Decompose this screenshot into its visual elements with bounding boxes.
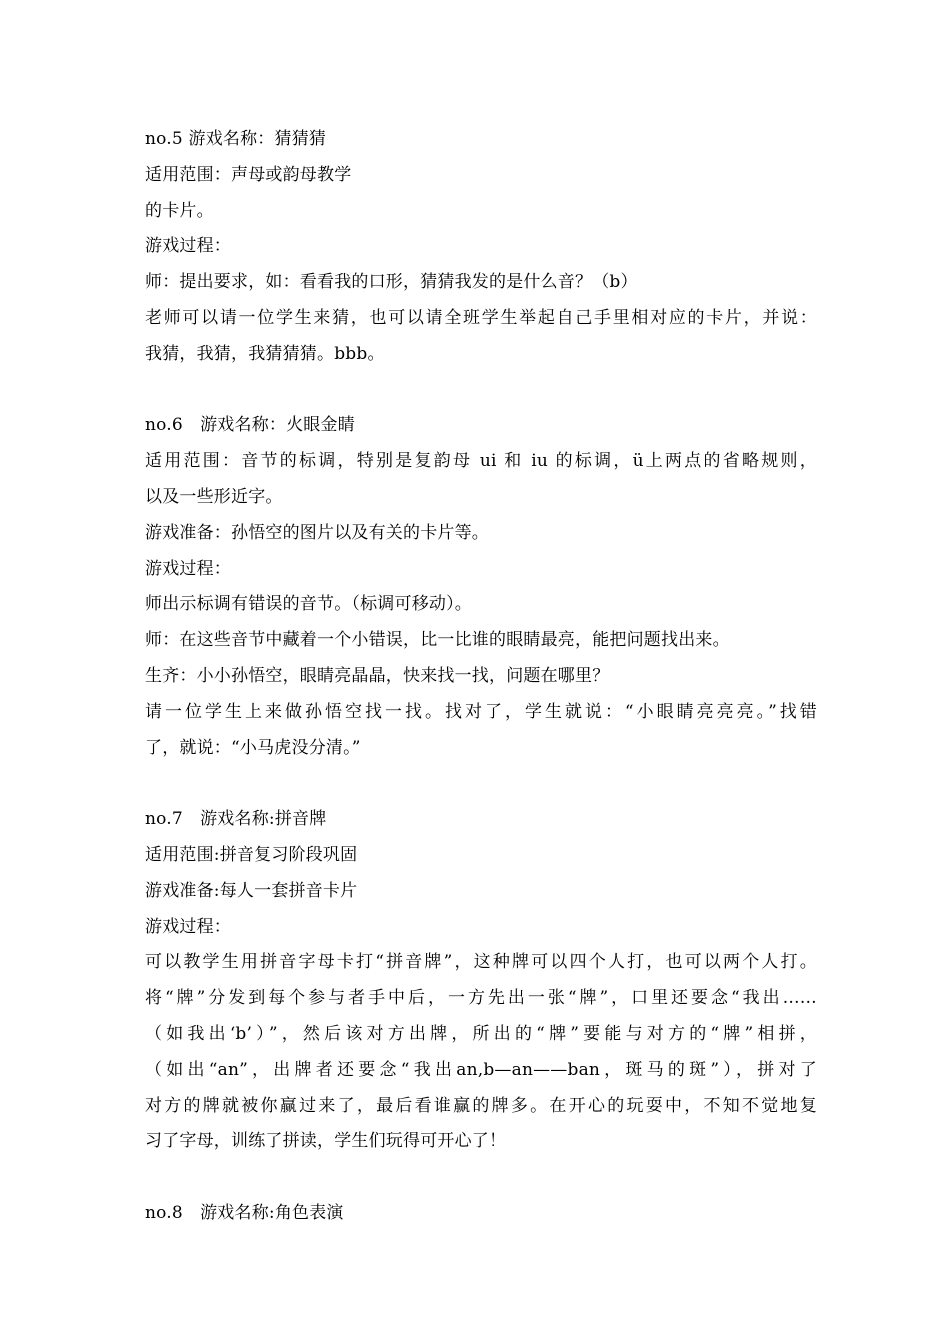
game-6-title: no.6 游戏名称：火眼金睛 xyxy=(145,415,355,436)
game-7-process-line: （如我出‘b’）”，然后该对方出牌，所出的“牌”要能与对方的“牌”相拼， xyxy=(145,1023,817,1044)
game-section-5 xyxy=(145,122,817,373)
game-7-process-line: 将“牌”分发到每个参与者手中后，一方先出一张“牌”，口里还要念“我出…… xyxy=(145,988,817,1009)
game-7-process-heading: 游戏过程： xyxy=(145,916,231,937)
game-7-process-line: 可以教学生用拼音字母卡打“拼音牌”，这种牌可以四个人打，也可以两个人打。 xyxy=(145,952,817,973)
game-5-title: no.5 游戏名称：猜猜猜 xyxy=(145,129,327,149)
game-section-7 xyxy=(145,802,817,1160)
game-7-scope: 适用范围:拼音复习阶段巩固 xyxy=(145,844,358,865)
game-6-process-heading: 游戏过程： xyxy=(145,558,231,579)
game-7-process-line: 习了字母，训练了拼读，学生们玩得可开心了！ xyxy=(145,1131,507,1152)
game-6-process-line: 师：在这些音节中藏着一个小错误，比一比谁的眼睛最亮，能把问题找出来。 xyxy=(145,630,730,651)
game-7-process-line: 对方的牌就被你赢过来了，最后看谁赢的牌多。在开心的玩耍中，不知不觉地复 xyxy=(145,1095,817,1116)
game-5-process-line: 我猜，我猜，我猜猜猜。bbb。 xyxy=(145,343,385,364)
game-6-preparation: 游戏准备：孙悟空的图片以及有关的卡片等。 xyxy=(145,522,489,543)
game-8-title: no.8 游戏名称:角色表演 xyxy=(145,1202,344,1223)
section-gap xyxy=(145,1160,817,1196)
game-5-process-heading: 游戏过程： xyxy=(145,236,231,257)
game-5-process-line: 老师可以请一位学生来猜，也可以请全班学生举起自己手里相对应的卡片，并说： xyxy=(145,307,817,328)
game-5-scope-cont: 的卡片。 xyxy=(145,200,214,221)
game-6-process-line: 请一位学生上来做孙悟空找一找。找对了，学生就说：“小眼睛亮亮亮。”找错 xyxy=(145,701,817,722)
game-7-process-line: （如出“an”，出牌者还要念“我出an,b—an——ban，斑马的斑”），拼对了 xyxy=(145,1059,817,1080)
game-7-title: no.7 游戏名称:拼音牌 xyxy=(145,809,327,830)
game-6-process-line: 了，就说：“小马虎没分清。” xyxy=(145,737,361,758)
document-body xyxy=(145,122,817,1232)
game-6-process-line: 生齐：小小孙悟空，眼睛亮晶晶，快来找一找，问题在哪里？ xyxy=(145,665,610,686)
game-5-process-line: 师：提出要求，如：看看我的口形，猜猜我发的是什么音？（b） xyxy=(145,272,638,293)
game-6-scope: 适用范围：音节的标调，特别是复韵母 ui 和 iu 的标调，ü上两点的省略规则， xyxy=(145,451,817,472)
game-section-8 xyxy=(145,1196,817,1232)
game-section-6 xyxy=(145,408,817,766)
game-6-scope-cont: 以及一些形近字。 xyxy=(145,486,283,507)
game-7-preparation: 游戏准备:每人一套拼音卡片 xyxy=(145,880,358,901)
game-6-process-line: 师出示标调有错误的音节。（标调可移动）。 xyxy=(145,594,472,615)
game-5-scope: 适用范围：声母或韵母教学 xyxy=(145,164,352,185)
section-gap xyxy=(145,766,817,802)
section-gap xyxy=(145,373,817,409)
